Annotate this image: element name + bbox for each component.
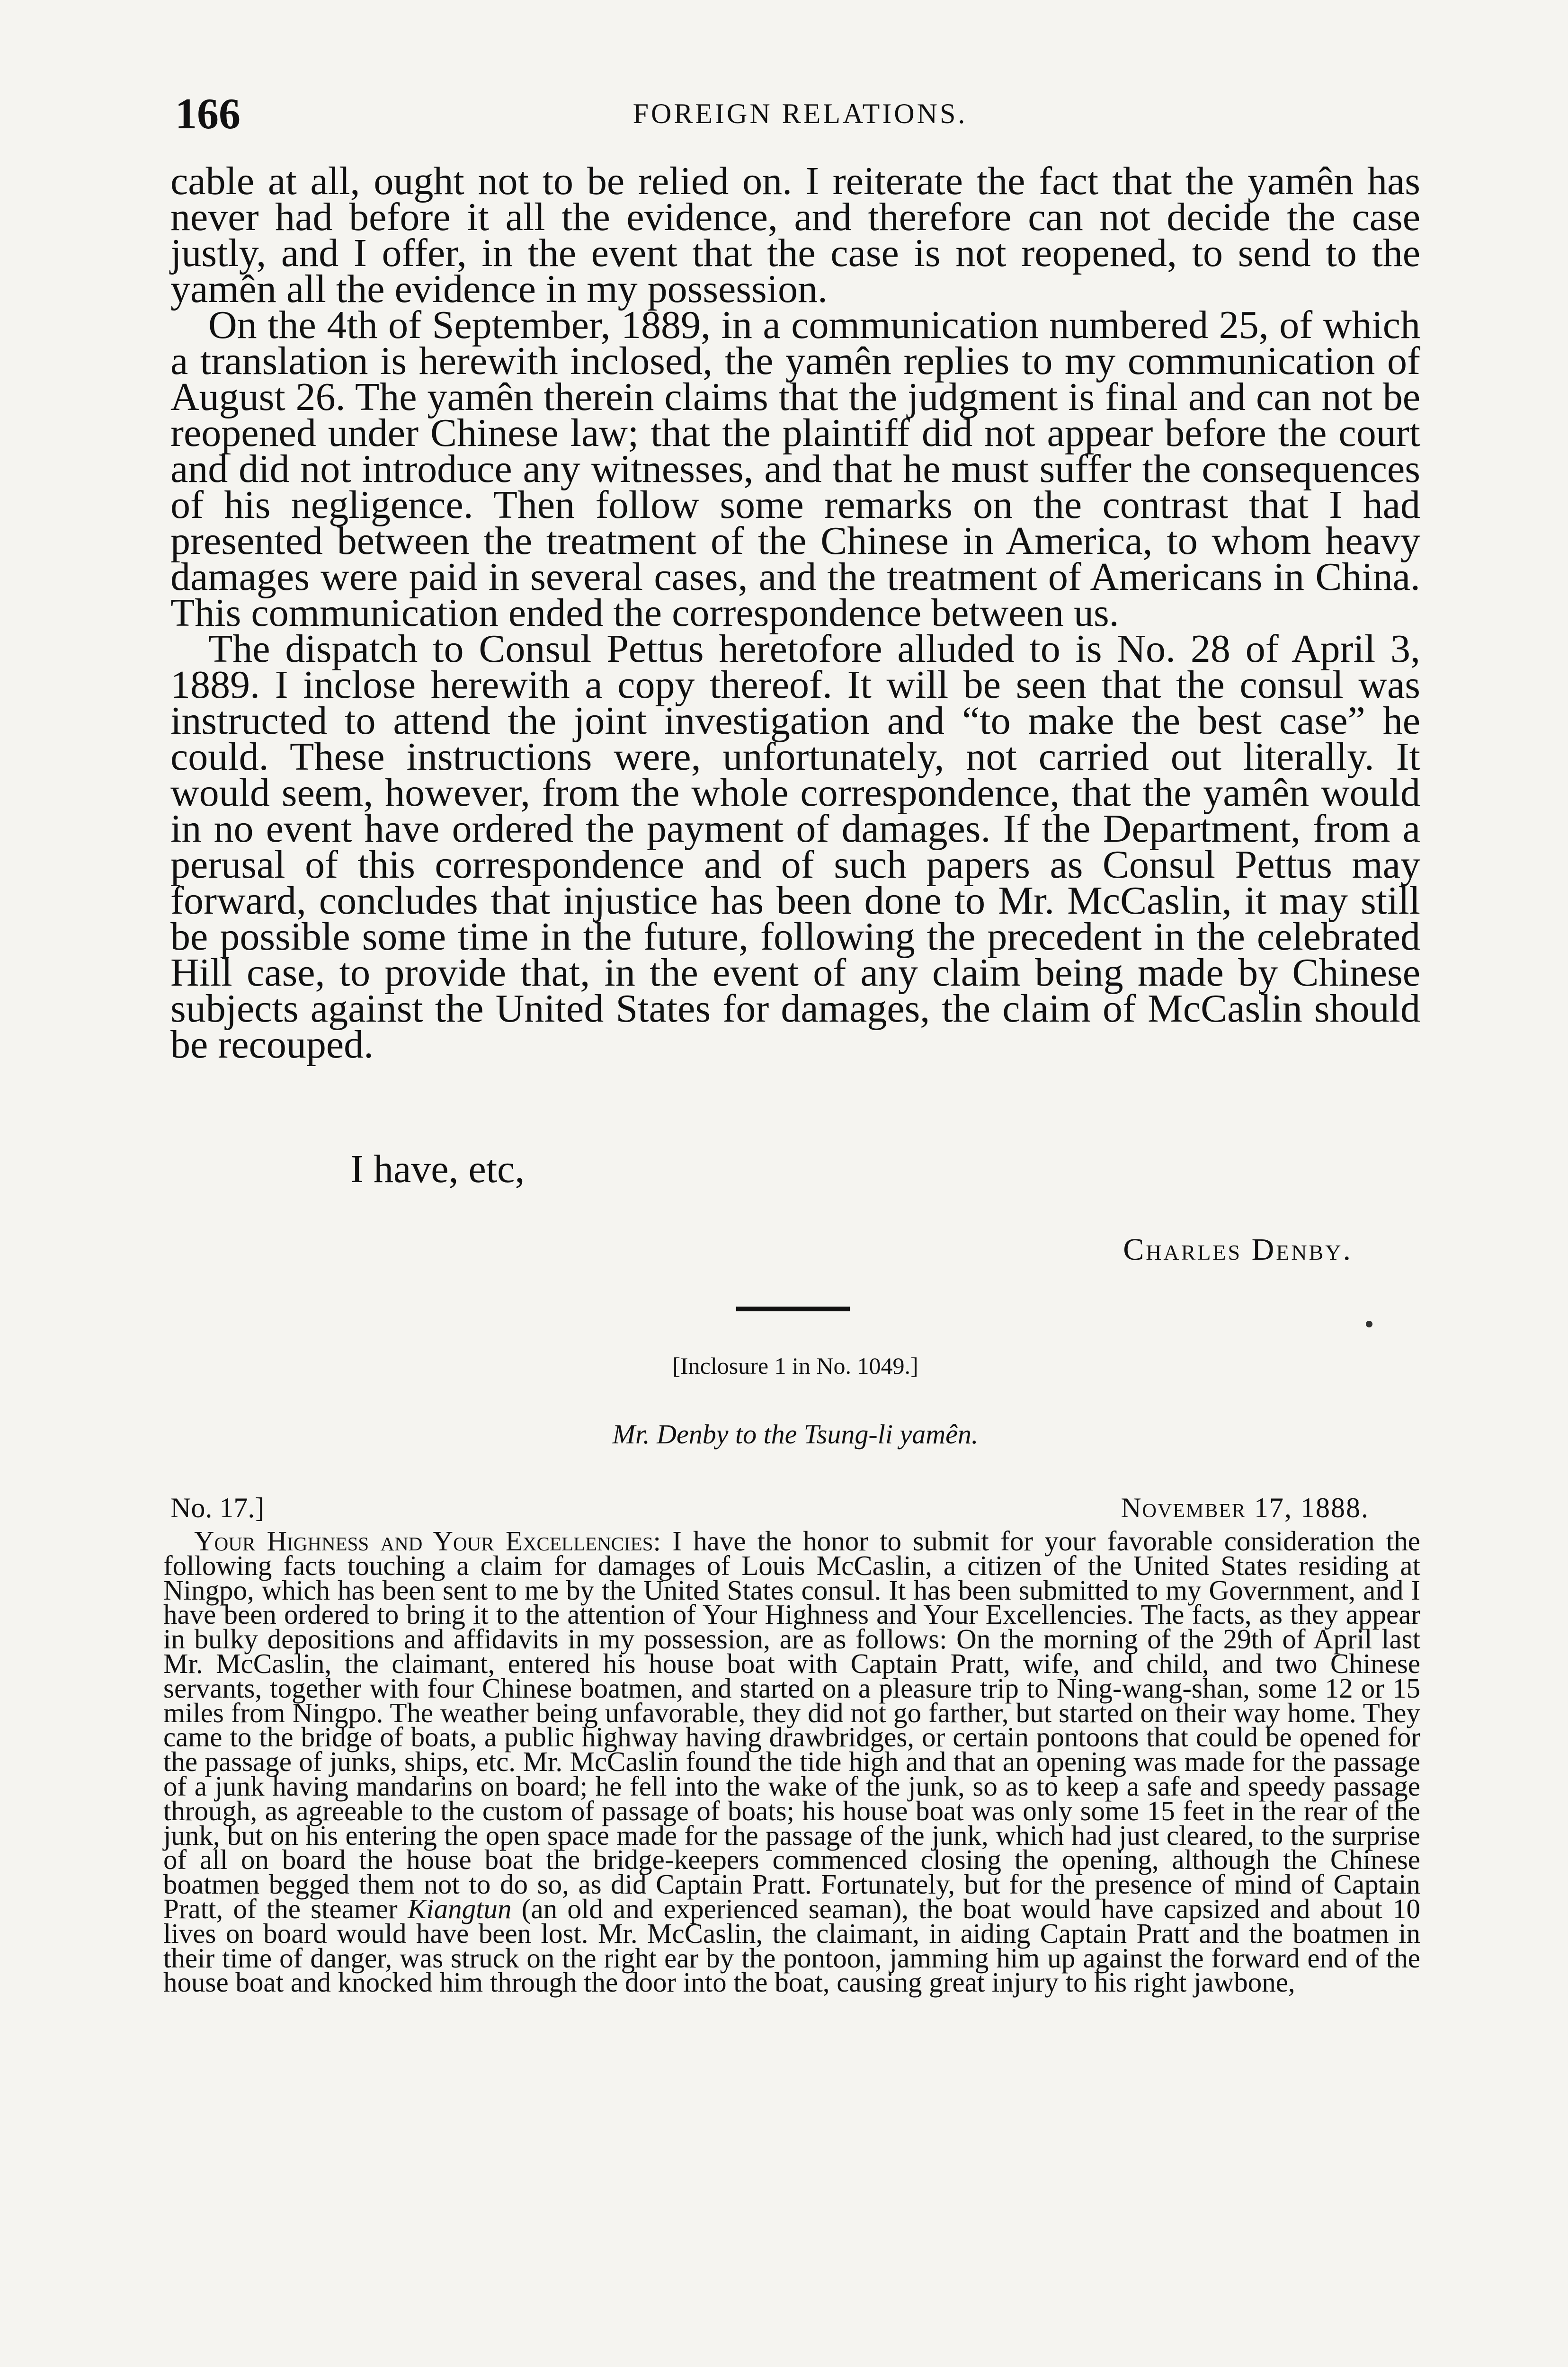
section-divider <box>736 1307 850 1311</box>
letter-text-part-2: (an old and experienced seaman), the boat would have capsized and about 10 lives on board would have been lost. Mr. McCaslin, the claimant, in aiding Captain Pratt and the boatmen in their time of danger, was struck on the right ear by the pontoon, jamming him up against the forward end of the house boat and knocked him through the door into the boat, causing great injury to his right jawbone, <box>163 1893 1420 1998</box>
letter-text-part-1: I have the honor to submit for your favorable consideration the following facts touching a claim for damages of Louis McCaslin, a citizen of the United States residing at Ningpo, which has been sent to me by the United States consul. It has been submitted to my Government, and I have been ordered to bring it to the attention of Your Highness and Your Excellencies. The facts, as they appear in bulky depositions and affidavits in my possession, are as follows: On the morning of the 29th of April last Mr. McCaslin, the claimant, entered his house boat with Captain Pratt, wife, and child, and two Chinese servants, together with four Chinese boatmen, and started on a pleasure trip to Ning-wang-shan, some 12 or 15 miles from Ningpo. The weather being unfavorable, they did not go farther, but started on their way home. They came to the bridge of boats, a public highway having drawbridges, or certain pontoons that could be opened for the passage of junks, ships, etc. Mr. McCaslin found the tide high and that an opening was made for the passage of a junk having mandarins on board; he fell into the wake of the junk, so as to keep a safe and speedy passage through, as agreeable to the custom of passage of boats; his house boat was only some 15 feet in the rear of the junk, but on his entering the open space made for the passage of the junk, which had just cleared, to the surprise of all on board the house boat the bridge-keepers commenced closing the opening, although the Chinese boatmen begged them not to do so, as did Captain Pratt. Fortunately, but for the presence of mind of Captain Pratt, of the steamer <box>163 1525 1420 1924</box>
inclosure-label: [Inclosure 1 in No. 1049.] <box>672 1353 918 1379</box>
page-header <box>175 80 1425 147</box>
ink-speck <box>1366 1321 1372 1327</box>
paragraph-pettus-dispatch: The dispatch to Consul Pettus heretofore alluded to is No. 28 of April 3, 1889. I inclose herewith a copy thereof. It will be seen that the consul was instructed to attend the joint investigation and “to make the best case” he could. These instructions were, unfortunately, not carried out literally. It would seem, however, from the whole correspondence, that the yamên would in no event have ordered the payment of damages. If the Department, from a perusal of this correspondence and of such papers as Consul Pettus may forward, concludes that injustice has been done to Mr. McCaslin, it may still be possible some time in the future, following the precedent in the celebrated Hill case, to provide that, in the event of any claim being made by Chinese subjects against the United States for damages, the claim of McCaslin should be recouped. <box>170 627 1420 1067</box>
paragraph-yamen-reply: On the 4th of September, 1889, in a communication numbered 25, of which a translation is herewith inclosed, the yamên replies to my communication of August 26. The yamên therein claims that the judgment is final and can not be reopened under Chinese law; that the plaintiff did not appear before the court and did not introduce any witnesses, and that he must suffer the consequences of his negligence. Then follow some remarks on the contrast that I had presented between the treatment of the Chinese in America, to whom heavy damages were paid in several cases, and the treatment of Americans in China. This communication ended the correspondence between us. <box>170 303 1420 635</box>
running-head: FOREIGN RELATIONS. <box>633 98 968 129</box>
letter-date: November 17, 1888. <box>1121 1492 1369 1523</box>
letter-body <box>163 1525 1420 1998</box>
dispatch-body <box>170 159 1420 1067</box>
letter-number: No. 17.] <box>170 1492 265 1523</box>
page-number: 166 <box>175 89 241 138</box>
closing-phrase: I have, etc, <box>350 1147 525 1191</box>
paragraph-continuation: cable at all, ought not to be relied on. I reiterate the fact that the yamên has never had before it all the evidence, and therefore can not decide the case justly, and I offer, in the event that the case is not reopened, to send to the yamên all the evidence in my possession. <box>170 159 1420 311</box>
letter-title: Mr. Denby to the Tsung-li yamên. <box>612 1419 979 1450</box>
letter-salutation: Your Highness and Your Excellencies: <box>194 1525 661 1557</box>
ship-name: Kiangtun <box>407 1893 512 1924</box>
letter-paragraph <box>163 1525 1420 1998</box>
signature: Charles Denby. <box>1123 1232 1353 1267</box>
